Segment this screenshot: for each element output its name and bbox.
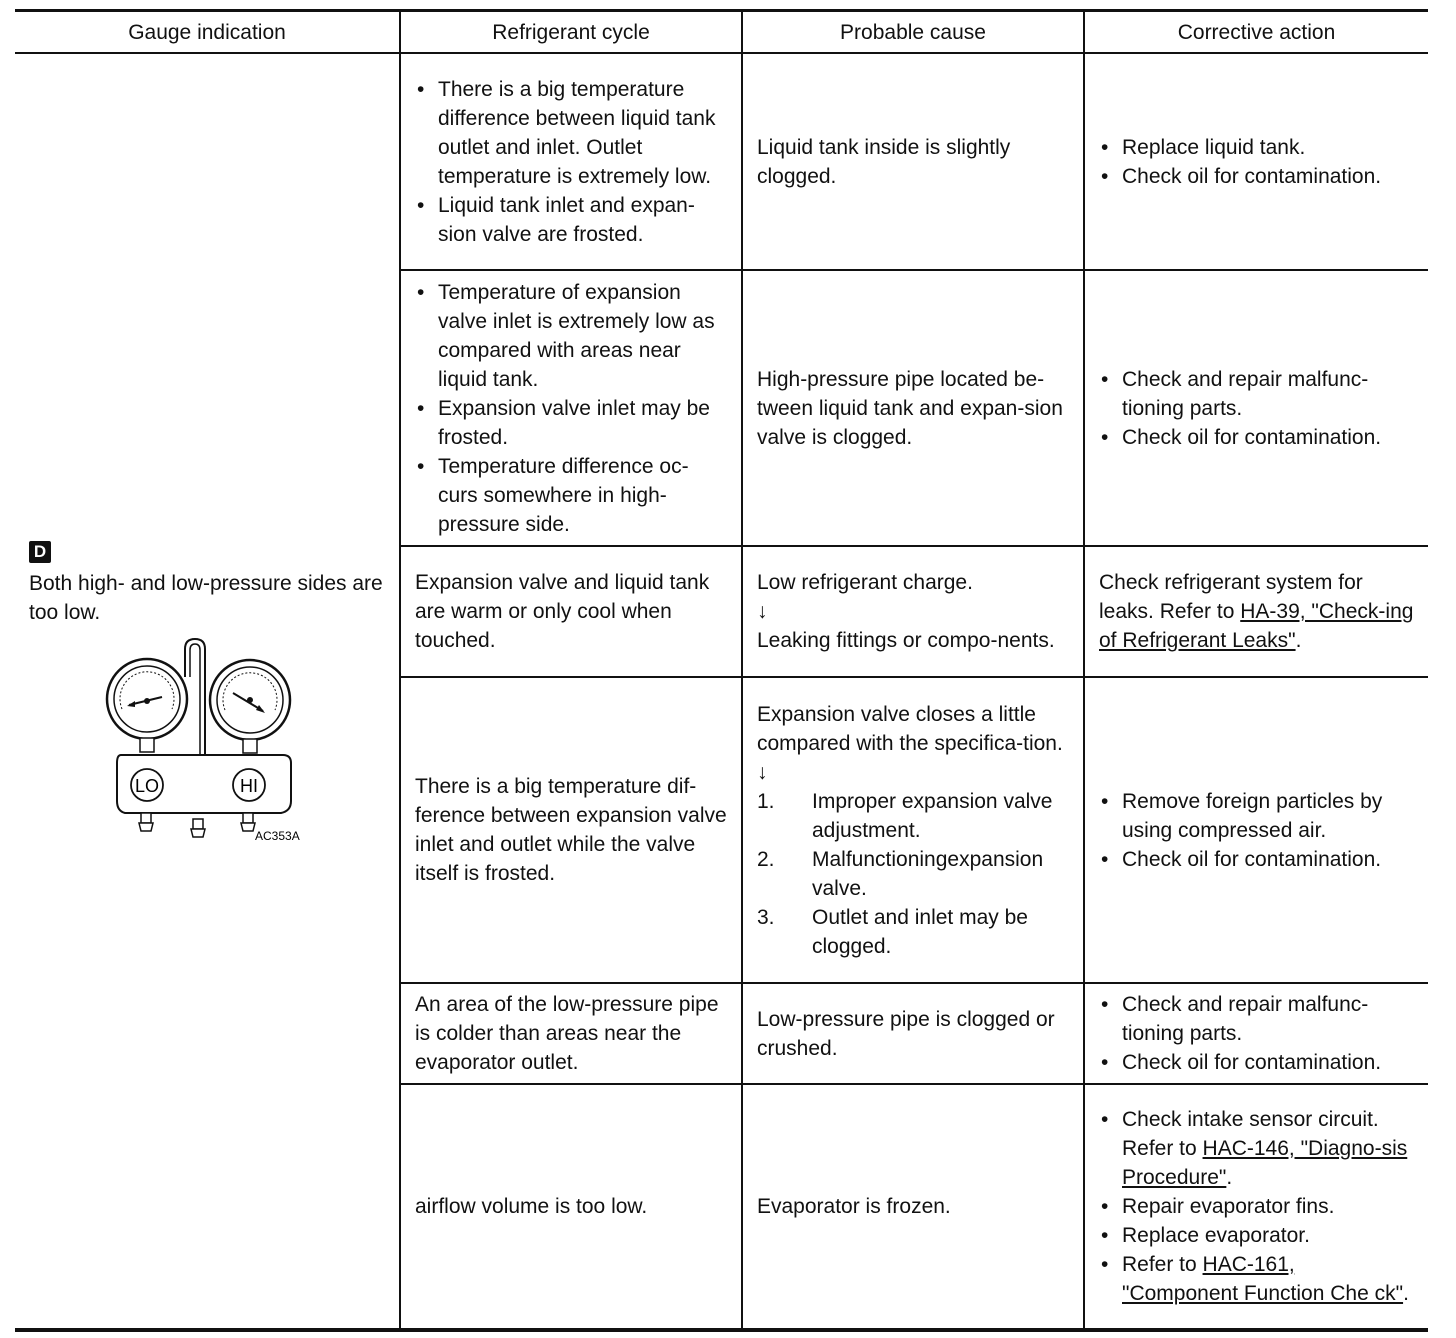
action-cell — [1084, 53, 1428, 270]
gauge-badge: D — [29, 541, 51, 563]
hac-161-link[interactable]: HAC-161, "Component Function Che ck" — [1122, 1253, 1404, 1305]
cycle-item: • Expansion valve inlet may be frosted. — [415, 394, 727, 452]
ha-39-link[interactable]: HA-39, "Check-ing of Refrigerant Leaks" — [1099, 600, 1414, 652]
diagnosis-table — [15, 9, 1428, 1332]
down-arrow-icon: ↓ — [757, 760, 768, 784]
action-cell — [1084, 546, 1428, 677]
table-row — [15, 53, 1428, 270]
cause-list-item: 1. Improper expansion valve adjustment. — [757, 789, 1053, 842]
cycle-cell — [400, 53, 742, 270]
cycle-item: • Temperature difference oc-curs somewhere in high-pressure side. — [415, 452, 727, 539]
cause-list-item: 3. Outlet and inlet may be clogged. — [757, 905, 1028, 958]
action-item: • Check oil for contamination. — [1099, 845, 1414, 874]
action-item: • Check oil for contamination. — [1099, 162, 1414, 191]
cause-cell — [742, 677, 1084, 983]
action-item: • Check oil for contamination. — [1099, 423, 1414, 452]
header-gauge-indication: Gauge indication — [15, 11, 400, 54]
cause-line: Expansion valve closes a little compared with the specifica-tion. — [757, 702, 1063, 755]
gauge-description: Both high- and low-pressure sides are too low. — [29, 571, 383, 624]
cycle-cell: Expansion valve and liquid tank are warm or only cool when touched. — [400, 546, 742, 677]
header-probable-cause: Probable cause — [742, 11, 1084, 54]
lo-label: LO — [134, 775, 160, 796]
cause-cell: Liquid tank inside is slightly clogged. — [742, 53, 1084, 270]
action-text: Check refrigerant system for leaks. Refer to — [1099, 571, 1363, 623]
cycle-cell: An area of the low-pressure pipe is colder than areas near the evaporator outlet. — [400, 983, 742, 1084]
action-item: • Refer to HAC-161, "Component Function Che ck". — [1099, 1250, 1414, 1308]
down-arrow-icon: ↓ — [757, 600, 768, 623]
action-item: • Remove foreign particles by using compressed air. — [1099, 787, 1414, 845]
header-corrective-action: Corrective action — [1084, 11, 1428, 54]
cycle-item: • Temperature of expansion valve inlet is extremely low as compared with areas near liquid tank. — [415, 278, 727, 394]
action-cell — [1084, 270, 1428, 546]
high-pressure-gauge-icon — [210, 660, 290, 753]
action-suffix: . — [1295, 629, 1302, 652]
cause-cell — [742, 546, 1084, 677]
cause-cell: Evaporator is frozen. — [742, 1084, 1084, 1330]
gauge-indication-cell — [15, 53, 400, 1330]
cycle-item: • Liquid tank inlet and expan-sion valve are frosted. — [415, 191, 727, 249]
cause-cell: High-pressure pipe located be-tween liquid tank and expan-sion valve is clogged. — [742, 270, 1084, 546]
cause-cell: Low-pressure pipe is clogged or crushed. — [742, 983, 1084, 1084]
cause-line: Low refrigerant charge. — [757, 571, 973, 594]
action-cell — [1084, 1084, 1428, 1330]
header-row — [15, 11, 1428, 54]
header-refrigerant-cycle: Refrigerant cycle — [400, 11, 742, 54]
action-cell — [1084, 983, 1428, 1084]
figure-code: AC353A — [255, 828, 300, 843]
cycle-item: • There is a big temperature difference between liquid tank outlet and inlet. Outlet temperature is extremely low. — [415, 75, 727, 191]
action-cell — [1084, 677, 1428, 983]
action-item: • Replace liquid tank. — [1099, 133, 1414, 162]
cause-list-item: 2. Malfunctioningexpansion valve. — [757, 847, 1044, 900]
action-item: • Check and repair malfunc-tioning parts. — [1099, 990, 1414, 1048]
hac-146-link[interactable]: HAC-146, "Diagno-sis Procedure" — [1122, 1137, 1408, 1189]
action-item: • Check and repair malfunc-tioning parts. — [1099, 365, 1414, 423]
action-item: • Repair evaporator fins. — [1099, 1192, 1414, 1221]
hi-label: HI — [240, 775, 258, 796]
action-item: • Check intake sensor circuit. Refer to HAC-146, "Diagno-sis Procedure". — [1099, 1105, 1414, 1192]
action-item: • Replace evaporator. — [1099, 1221, 1414, 1250]
cycle-cell: There is a big temperature dif-ference between expansion valve inlet and outlet while the valve itself is frosted. — [400, 677, 742, 983]
low-pressure-gauge-icon — [107, 659, 187, 752]
action-item: • Check oil for contamination. — [1099, 1048, 1414, 1077]
cycle-cell: airflow volume is too low. — [400, 1084, 742, 1330]
cause-line: Leaking fittings or compo-nents. — [757, 629, 1055, 652]
manifold-gauge-illustration — [105, 637, 320, 847]
cycle-cell — [400, 270, 742, 546]
